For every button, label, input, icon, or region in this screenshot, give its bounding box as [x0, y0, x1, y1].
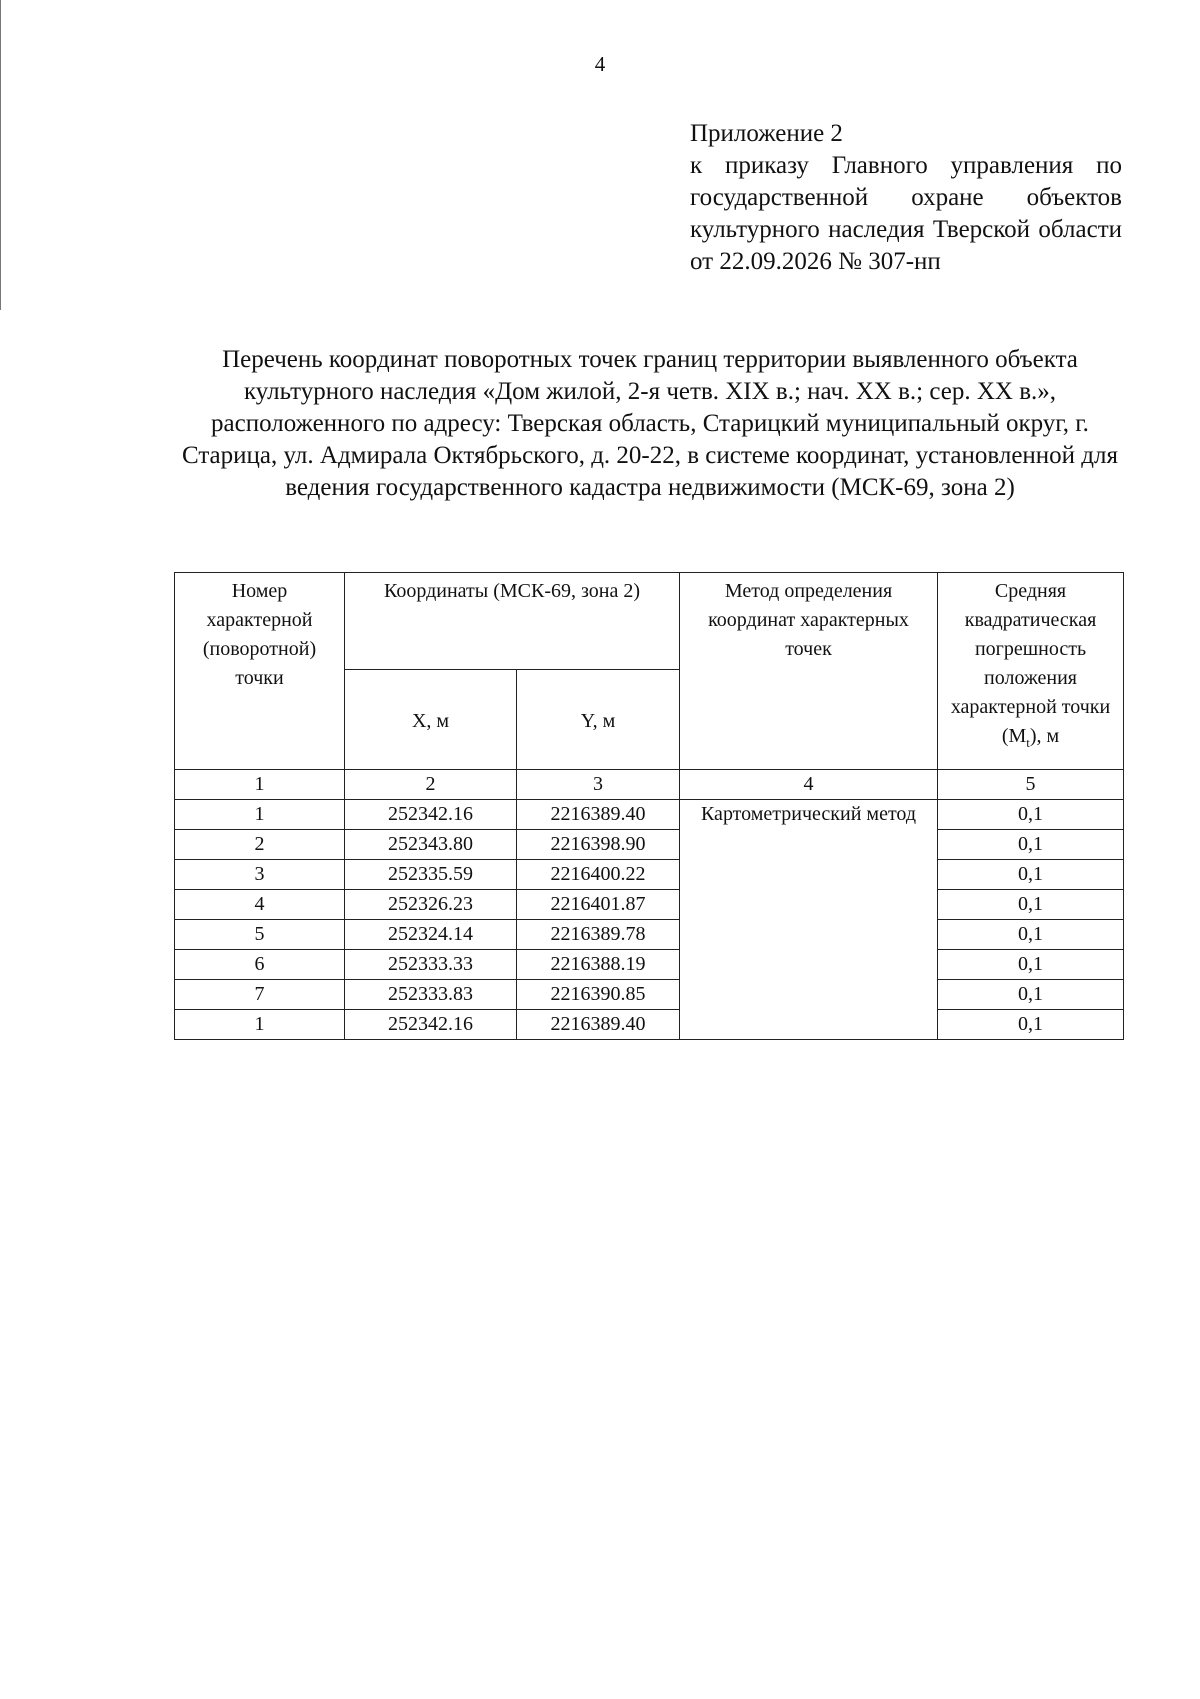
x-coordinate-cell: 252342.16 — [345, 800, 517, 830]
table-row — [175, 980, 1124, 1010]
error-cell: 0,1 — [938, 920, 1124, 950]
error-cell: 0,1 — [938, 890, 1124, 920]
table-row — [175, 890, 1124, 920]
page-number: 4 — [594, 52, 606, 76]
y-coordinate-cell: 2216400.22 — [517, 860, 680, 890]
table-row — [175, 1010, 1124, 1040]
header-error-subscript: t — [1026, 735, 1030, 750]
header-x: X, м — [345, 670, 517, 770]
error-cell: 0,1 — [938, 1010, 1124, 1040]
table-row — [175, 860, 1124, 890]
header-error — [938, 573, 1124, 770]
table-row — [175, 800, 1124, 830]
y-coordinate-cell: 2216389.40 — [517, 800, 680, 830]
point-number-cell: 6 — [175, 950, 345, 980]
header-method: Метод определения координат характерных точек — [680, 573, 938, 770]
appendix-body: к приказу Главного управления по государственной охране объектов культурного наследия Тверской области от 22.09.2026 № 307-нп — [690, 152, 1122, 275]
header-error-suffix: ), м — [1029, 725, 1060, 747]
column-number: 2 — [345, 770, 517, 800]
error-cell: 0,1 — [938, 860, 1124, 890]
point-number-cell: 4 — [175, 890, 345, 920]
x-coordinate-cell: 252324.14 — [345, 920, 517, 950]
point-number-cell: 1 — [175, 800, 345, 830]
point-number-cell: 7 — [175, 980, 345, 1010]
point-number-cell: 3 — [175, 860, 345, 890]
y-coordinate-cell: 2216388.19 — [517, 950, 680, 980]
column-number-row — [175, 770, 1124, 800]
column-number: 1 — [175, 770, 345, 800]
error-cell: 0,1 — [938, 980, 1124, 1010]
header-y: Y, м — [517, 670, 680, 770]
x-coordinate-cell: 252342.16 — [345, 1010, 517, 1040]
x-coordinate-cell: 252326.23 — [345, 890, 517, 920]
table-row — [175, 830, 1124, 860]
error-cell: 0,1 — [938, 950, 1124, 980]
header-point-number: Номер характерной (поворотной) точки — [175, 573, 345, 770]
y-coordinate-cell: 2216390.85 — [517, 980, 680, 1010]
coordinates-table — [174, 572, 1124, 1040]
table-row — [175, 920, 1124, 950]
table-row — [175, 950, 1124, 980]
error-cell: 0,1 — [938, 800, 1124, 830]
appendix-title: Приложение 2 — [690, 120, 843, 147]
point-number-cell: 1 — [175, 1010, 345, 1040]
method-cell: Картометрический метод — [680, 800, 938, 1040]
y-coordinate-cell: 2216389.78 — [517, 920, 680, 950]
y-coordinate-cell: 2216389.40 — [517, 1010, 680, 1040]
header-error-prefix: Средняя квадратическая погрешность положения характерной точки (M — [950, 580, 1111, 747]
error-cell: 0,1 — [938, 830, 1124, 860]
column-number: 3 — [517, 770, 680, 800]
scan-margin-line — [0, 0, 1, 310]
x-coordinate-cell: 252333.83 — [345, 980, 517, 1010]
point-number-cell: 2 — [175, 830, 345, 860]
column-number: 5 — [938, 770, 1124, 800]
x-coordinate-cell: 252333.33 — [345, 950, 517, 980]
x-coordinate-cell: 252343.80 — [345, 830, 517, 860]
x-coordinate-cell: 252335.59 — [345, 860, 517, 890]
y-coordinate-cell: 2216401.87 — [517, 890, 680, 920]
y-coordinate-cell: 2216398.90 — [517, 830, 680, 860]
document-title: Перечень координат поворотных точек границ территории выявленного объекта культурного наследия «Дом жилой, 2-я четв. XIX в.; нач. XX в.; сер. XX в.», расположенного по адресу: Тверская область, Старицкий муниципальный округ, г. Старица, ул. Адмирала Октябрьского, д. 20-22, в системе координат, установленной для ведения государственного кадастра недвижимости (МСК-69, зона 2) — [181, 346, 1118, 501]
appendix-block — [690, 118, 1122, 278]
point-number-cell: 5 — [175, 920, 345, 950]
header-coordinates: Координаты (МСК-69, зона 2) — [345, 573, 680, 670]
column-number: 4 — [680, 770, 938, 800]
